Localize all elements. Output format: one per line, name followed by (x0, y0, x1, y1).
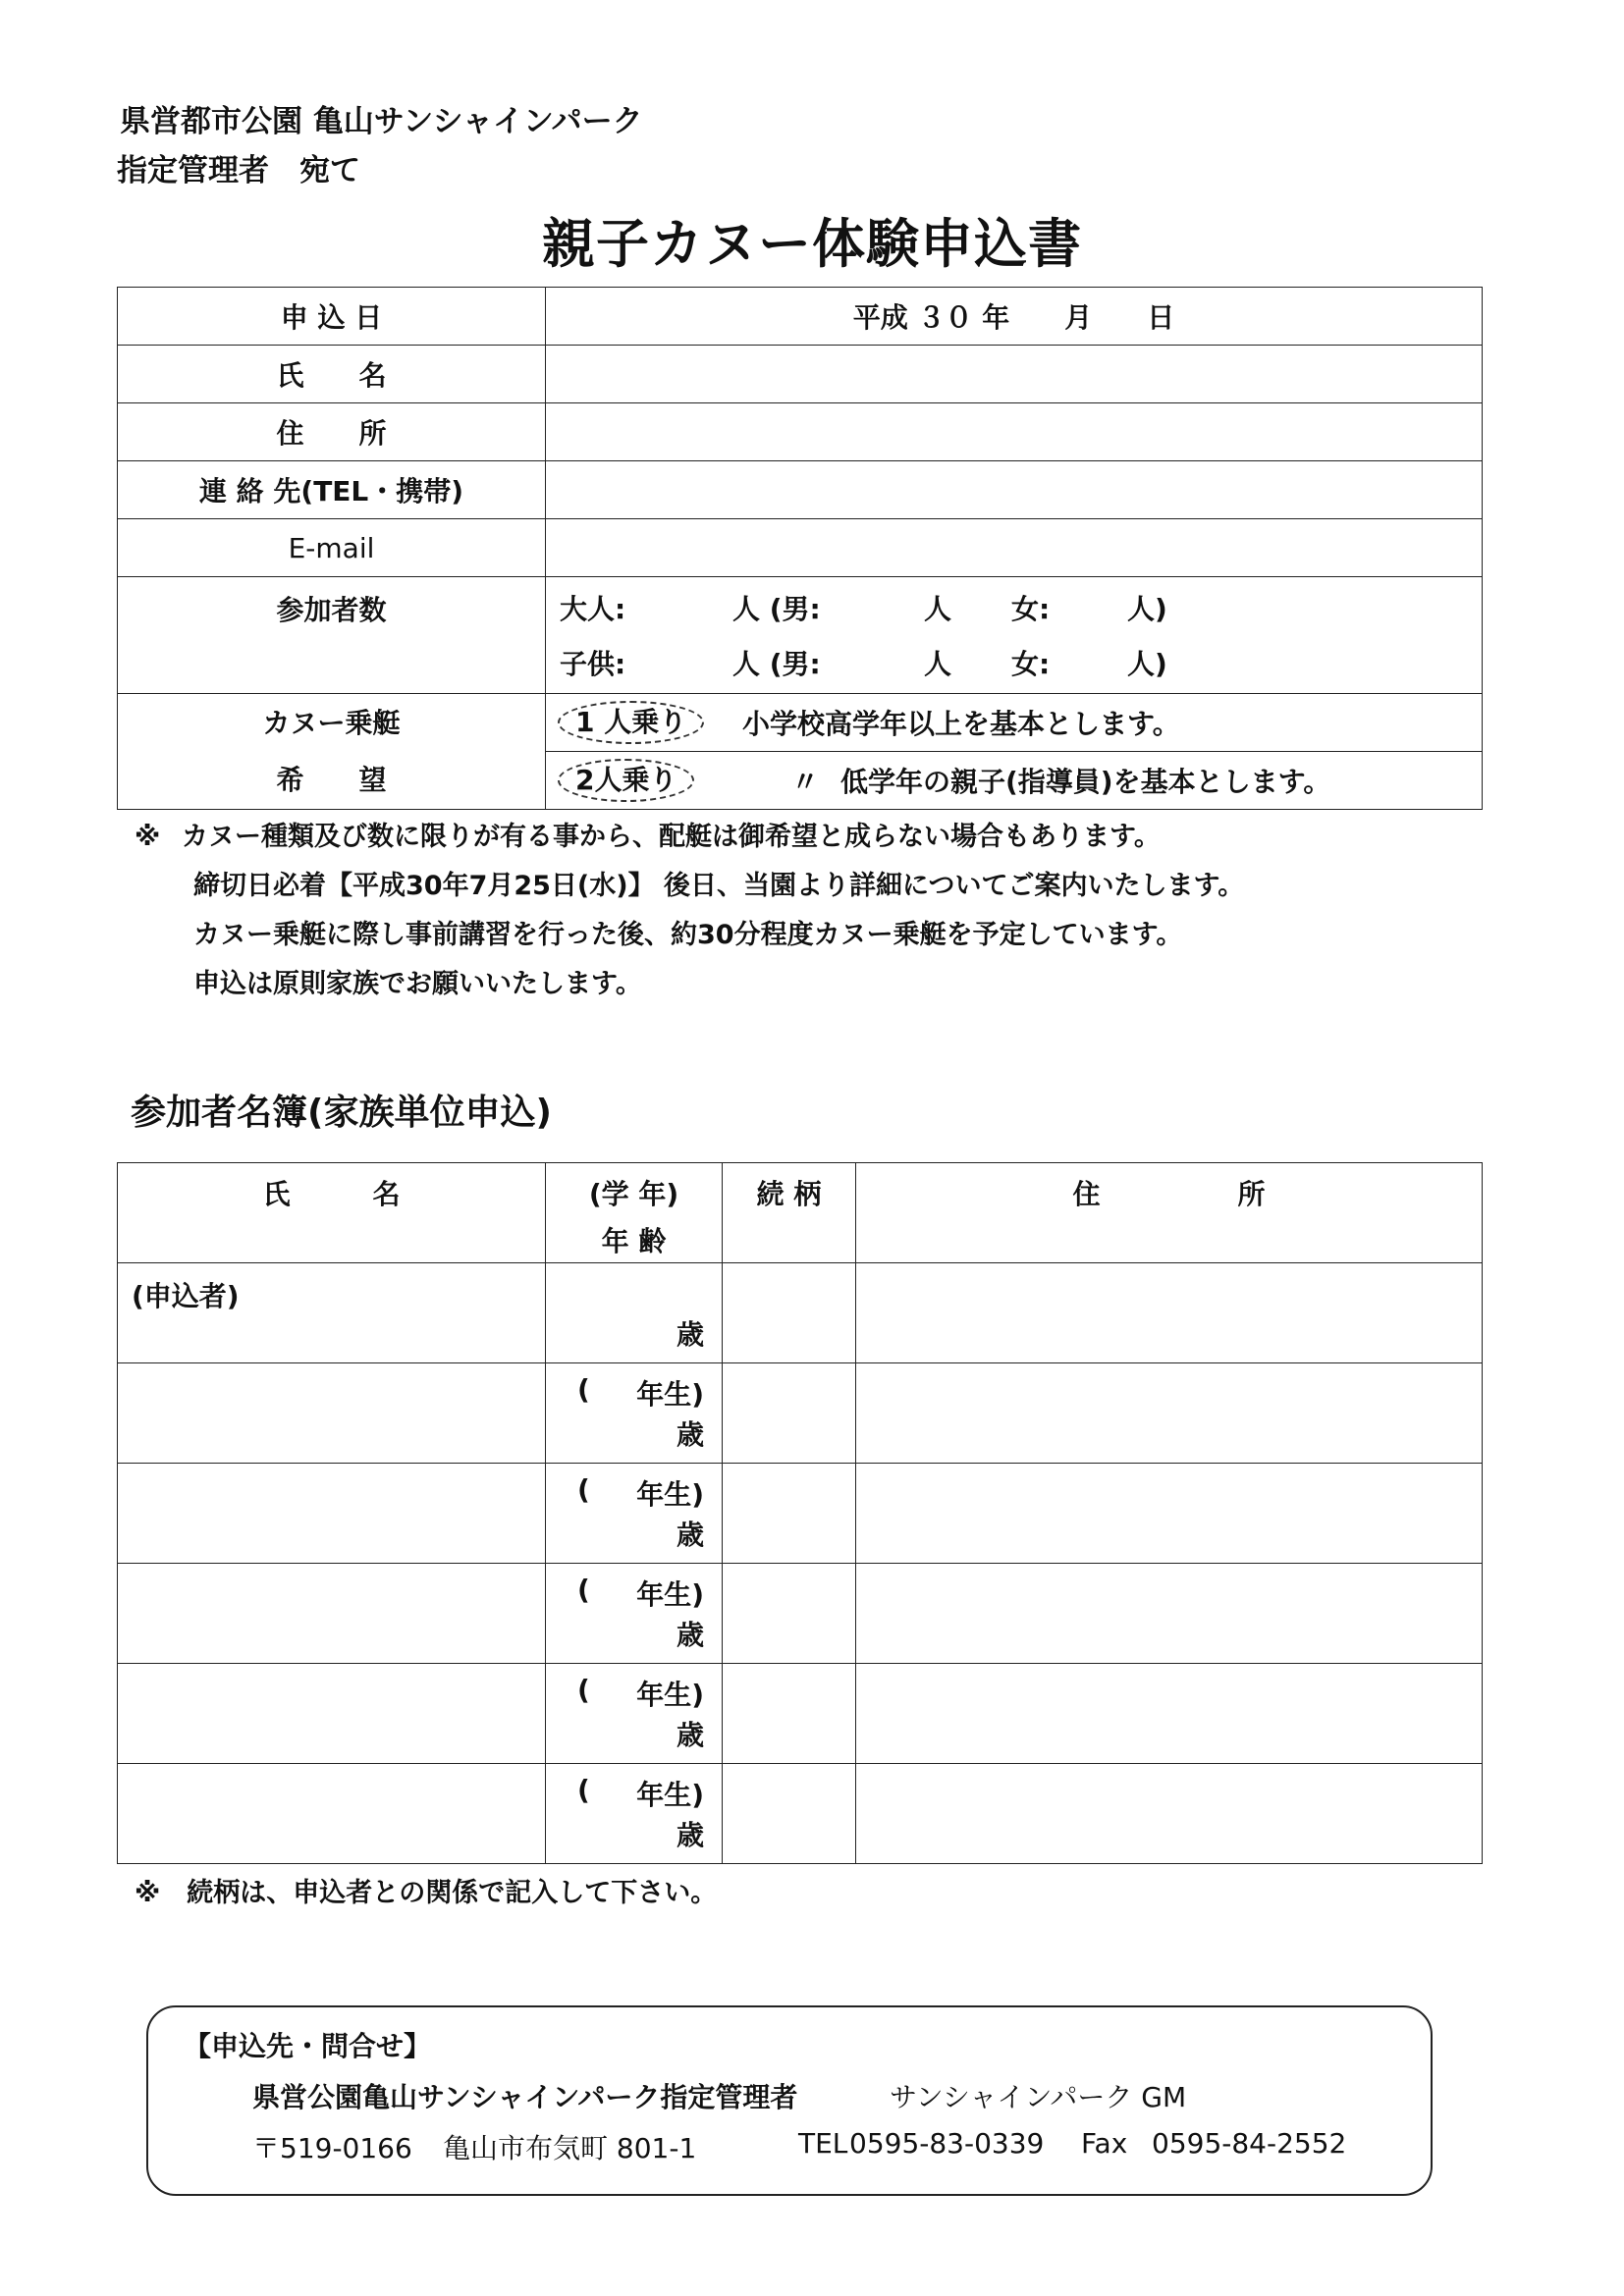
relation-note: ※ 続柄は、申込者との関係で記入して下さい。 (135, 1878, 718, 1908)
grade-open: ( (577, 1574, 590, 1606)
participants-field[interactable] (546, 577, 1483, 694)
age-unit: 歳 (676, 1819, 704, 1851)
child-count-row[interactable] (546, 635, 1482, 690)
table-row (118, 1764, 1483, 1864)
roster-age-cell[interactable] (546, 1664, 723, 1764)
adult-male-unit: 人 (924, 593, 952, 625)
application-form (117, 287, 1483, 810)
roster-name-cell[interactable] (118, 1363, 546, 1464)
age-unit: 歳 (676, 1719, 704, 1751)
roster-address-cell[interactable] (856, 1263, 1483, 1363)
roster-age-cell[interactable] (546, 1764, 723, 1864)
adult-female-label: 女: (1011, 593, 1051, 625)
note-line-3: カヌー乗艇に際し事前講習を行った後、約30分程度カヌー乗艇を予定しています。 (193, 920, 1183, 950)
roster-address-cell[interactable] (856, 1464, 1483, 1564)
roster-relation-cell[interactable] (723, 1564, 856, 1664)
child-female-unit: 人) (1127, 648, 1167, 680)
double-seat-option[interactable]: 2人乗り (558, 759, 694, 802)
canoe-preference-label (118, 694, 546, 810)
grade-open: ( (577, 1473, 590, 1506)
contact-organization: 県営公園亀山サンシャインパーク指定管理者 (252, 2081, 798, 2113)
roster-relation-cell[interactable] (723, 1664, 856, 1764)
fax-number: 0595-84-2552 (1152, 2127, 1347, 2160)
roster-address-cell[interactable] (856, 1564, 1483, 1664)
note-line-4: 申込は原則家族でお願いいたします。 (193, 969, 642, 999)
single-seat-option[interactable]: 1 人乗り (558, 701, 704, 744)
col-address-label: 住 所 (1072, 1178, 1266, 1210)
adult-label: 大人: (560, 593, 626, 625)
age-unit: 歳 (676, 1318, 704, 1351)
contact-organization-gm: サンシャインパーク GM (890, 2081, 1187, 2113)
participants-label: 参加者数 (118, 577, 546, 694)
roster-name-cell[interactable] (118, 1263, 546, 1363)
date-label: 申 込 日 (118, 288, 546, 346)
roster-col-address (856, 1163, 1483, 1263)
child-people-male: 人 (男: (732, 648, 821, 680)
note-line-2: 締切日必着【平成30年7月25日(水)】 後日、当園より詳細についてご案内いたします。 (193, 871, 1245, 901)
table-row (118, 1263, 1483, 1363)
child-male-unit: 人 (924, 648, 952, 680)
table-row (118, 1363, 1483, 1464)
roster-address-cell[interactable] (856, 1664, 1483, 1764)
grade-unit: 年生) (636, 1679, 704, 1711)
age-unit: 歳 (676, 1619, 704, 1651)
roster-address-cell[interactable] (856, 1764, 1483, 1864)
grade-unit: 年生) (636, 1578, 704, 1611)
address-label: 住 所 (118, 403, 546, 461)
adult-people-male: 人 (男: (732, 593, 821, 625)
age-unit: 歳 (676, 1519, 704, 1551)
age-unit: 歳 (676, 1418, 704, 1451)
roster-col-relation (723, 1163, 856, 1263)
grade-open: ( (577, 1674, 590, 1706)
roster-name-cell[interactable] (118, 1464, 546, 1564)
page-title: 親子カヌー体験申込書 (542, 213, 1082, 275)
contact-label: 連 絡 先(TEL・携帯) (118, 461, 546, 519)
single-seat-description: 小学校高学年以上を基本とします。 (742, 708, 1180, 740)
participant-roster (117, 1162, 1483, 1864)
name-field[interactable] (546, 346, 1483, 403)
grade-open: ( (577, 1774, 590, 1806)
contact-box (146, 2005, 1433, 2196)
child-female-label: 女: (1011, 648, 1051, 680)
roster-name-cell[interactable] (118, 1764, 546, 1864)
roster-col-grade-age (546, 1163, 723, 1263)
note-line-1: カヌー種類及び数に限りが有る事から、配艇は御希望と成らない場合もあります。 (182, 822, 1161, 852)
fax-label: Fax (1081, 2127, 1128, 2160)
contact-postal-code: 〒519-0166 (252, 2132, 412, 2164)
canoe-option-single[interactable] (546, 694, 1483, 752)
email-label: E-mail (118, 519, 546, 577)
roster-address-cell[interactable] (856, 1363, 1483, 1464)
tel-label: TEL (798, 2127, 848, 2160)
contact-field[interactable] (546, 461, 1483, 519)
grade-unit: 年生) (636, 1478, 704, 1511)
roster-age-cell[interactable] (546, 1263, 723, 1363)
table-row (118, 1464, 1483, 1564)
child-label: 子供: (560, 648, 626, 680)
table-row (118, 1564, 1483, 1664)
applicant-tag: (申込者) (132, 1280, 240, 1312)
roster-name-cell[interactable] (118, 1664, 546, 1764)
canoe-option-double[interactable] (546, 752, 1483, 810)
col-name-label: 氏 名 (262, 1178, 401, 1210)
roster-relation-cell[interactable] (723, 1263, 856, 1363)
grade-unit: 年生) (636, 1779, 704, 1811)
roster-age-cell[interactable] (546, 1464, 723, 1564)
table-row (118, 1664, 1483, 1764)
roster-relation-cell[interactable] (723, 1764, 856, 1864)
roster-age-cell[interactable] (546, 1363, 723, 1464)
contact-address: 亀山市布気町 801-1 (443, 2132, 697, 2164)
roster-relation-cell[interactable] (723, 1464, 856, 1564)
name-label: 氏 名 (118, 346, 546, 403)
roster-age-cell[interactable] (546, 1564, 723, 1664)
roster-name-cell[interactable] (118, 1564, 546, 1664)
recipient-line-1: 県営都市公園 亀山サンシャインパーク (120, 104, 643, 139)
col-grade-label: (学 年) (588, 1178, 679, 1210)
date-field[interactable]: 平成 ３０ 年 月 日 (546, 288, 1483, 346)
double-seat-description: 低学年の親子(指導員)を基本とします。 (840, 766, 1331, 798)
email-field[interactable] (546, 519, 1483, 577)
address-field[interactable] (546, 403, 1483, 461)
canoe-label-line-1: カヌー乗艇 (262, 706, 401, 739)
roster-relation-cell[interactable] (723, 1363, 856, 1464)
recipient-line-2: 指定管理者 宛て (117, 153, 360, 188)
roster-heading: 参加者名簿(家族単位申込) (131, 1093, 552, 1133)
tel-number: 0595-83-0339 (849, 2127, 1045, 2160)
grade-open: ( (577, 1373, 590, 1406)
roster-col-name (118, 1163, 546, 1263)
canoe-label-line-2: 希 望 (276, 763, 387, 796)
col-age-label: 年 齢 (601, 1225, 667, 1257)
adult-count-row[interactable] (546, 580, 1482, 635)
col-relation-label: 続 柄 (756, 1178, 822, 1210)
note-mark: ※ (135, 822, 161, 852)
grade-unit: 年生) (636, 1378, 704, 1411)
ditto-mark: 〃 (791, 766, 820, 798)
adult-female-unit: 人) (1127, 593, 1167, 625)
contact-heading: 【申込先・問合せ】 (184, 2030, 432, 2062)
